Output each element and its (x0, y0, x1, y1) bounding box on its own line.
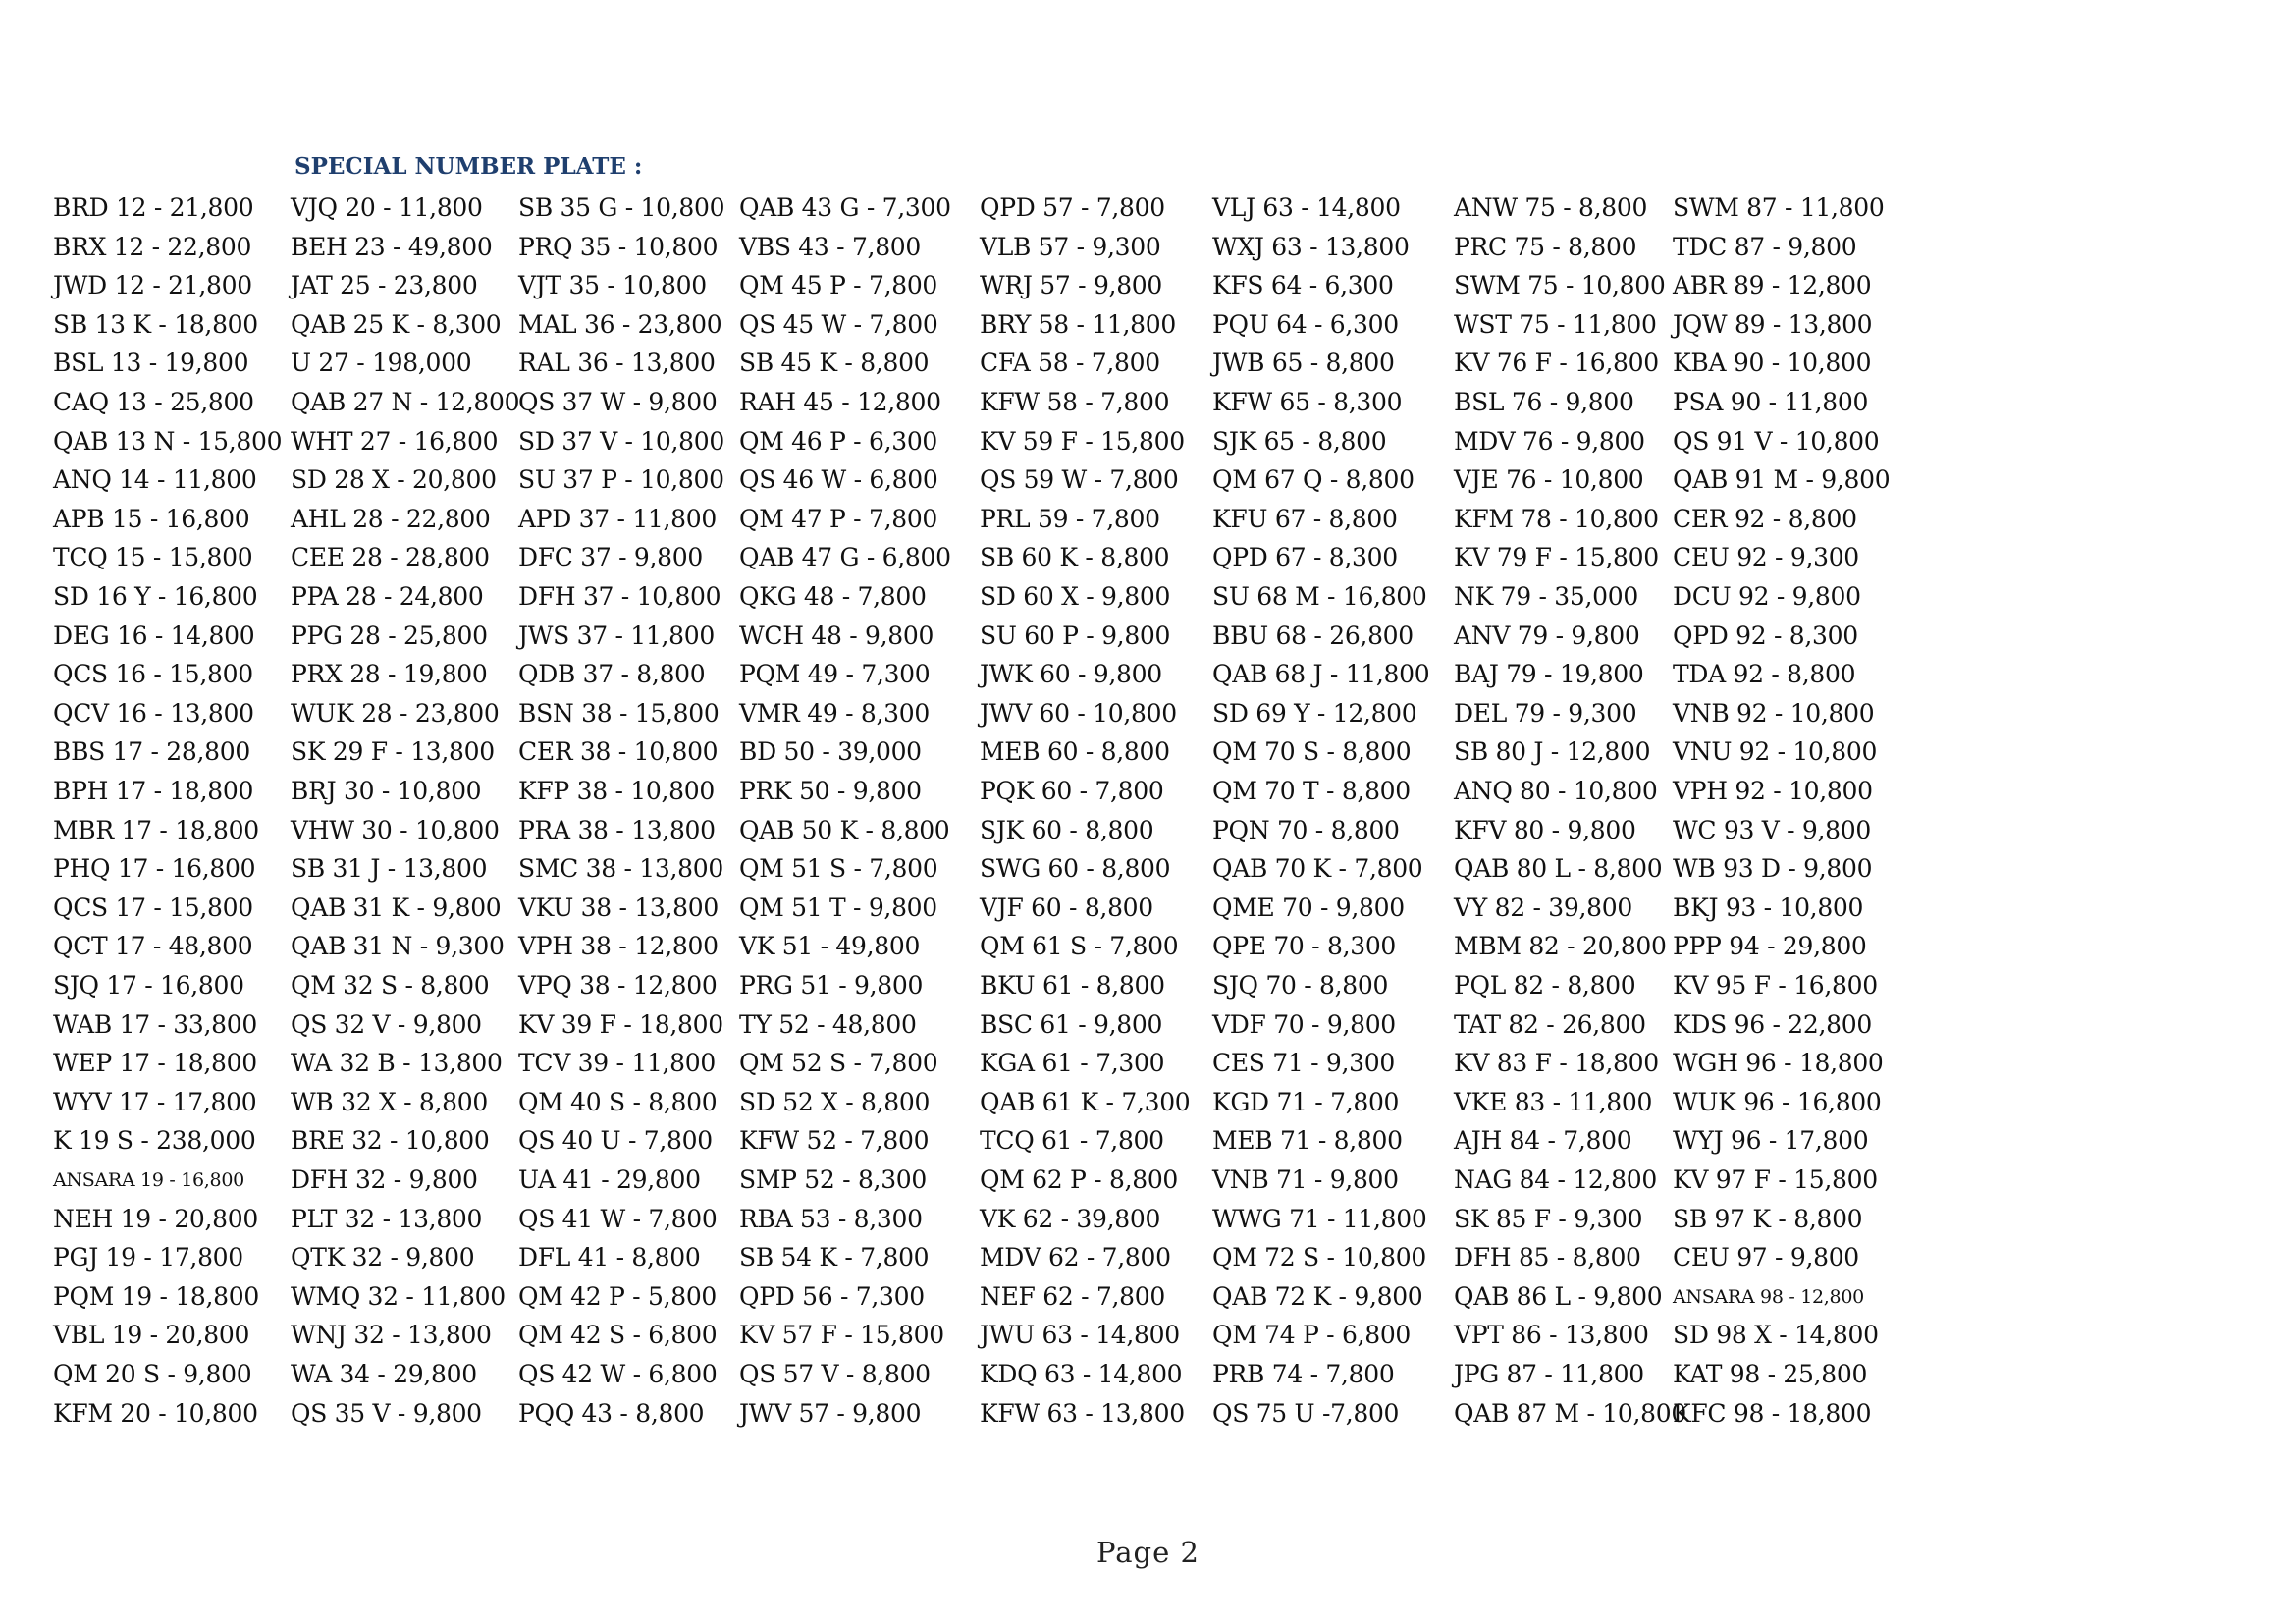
plate-entry: BSL 13 - 19,800 (53, 349, 249, 378)
plate-entry: SB 80 J - 12,800 (1454, 737, 1651, 767)
plate-entry: QPD 92 - 8,300 (1673, 621, 1858, 650)
plate-entry: APD 37 - 11,800 (518, 504, 717, 533)
plate-entry: PQQ 43 - 8,800 (518, 1398, 705, 1428)
plate-entry: WYJ 96 - 17,800 (1673, 1126, 1869, 1156)
plate-entry: KFW 58 - 7,800 (980, 388, 1170, 416)
plate-entry: PRL 59 - 7,800 (980, 504, 1160, 533)
plate-entry: KV 79 F - 15,800 (1454, 543, 1659, 572)
plate-entry: JAT 25 - 23,800 (291, 271, 478, 300)
plate-entry: DFH 37 - 10,800 (518, 582, 721, 611)
plate-entry: ANV 79 - 9,800 (1454, 621, 1640, 650)
plate-entry: VJQ 20 - 11,800 (291, 193, 483, 222)
plate-entry: QM 61 S - 7,800 (980, 932, 1179, 961)
plate-entry: PQK 60 - 7,800 (980, 777, 1164, 805)
plate-entry: QCV 16 - 13,800 (53, 698, 254, 728)
plate-entry: SWM 87 - 11,800 (1673, 193, 1885, 222)
plate-entry: QM 74 P - 6,800 (1212, 1321, 1412, 1350)
plate-entry: SB 54 K - 7,800 (739, 1243, 930, 1272)
plate-entry: WC 93 V - 9,800 (1673, 815, 1871, 844)
plate-entry: ANSARA 98 - 12,800 (1673, 1285, 1864, 1308)
plate-entry: QAB 61 K - 7,300 (980, 1087, 1191, 1116)
plate-entry: JWV 57 - 9,800 (739, 1398, 922, 1428)
plate-entry: WA 32 B - 13,800 (291, 1049, 503, 1078)
plate-entry: SB 31 J - 13,800 (291, 854, 488, 884)
plate-entry: ANQ 80 - 10,800 (1454, 777, 1658, 805)
plate-entry: VMR 49 - 8,300 (739, 698, 930, 728)
plate-entry: RAH 45 - 12,800 (739, 388, 941, 416)
plate-entry: MBM 82 - 20,800 (1454, 932, 1667, 961)
plate-entry: VPT 86 - 13,800 (1454, 1321, 1649, 1350)
plate-entry: SJK 60 - 8,800 (980, 815, 1154, 844)
plate-entry: QM 42 P - 5,800 (518, 1281, 718, 1311)
plate-entry: BAJ 79 - 19,800 (1454, 660, 1644, 689)
plate-entry: KFW 52 - 7,800 (739, 1126, 930, 1156)
plate-entry: SD 28 X - 20,800 (291, 465, 497, 495)
plate-entry: SWM 75 - 10,800 (1454, 271, 1666, 300)
plate-entry: SB 60 K - 8,800 (980, 543, 1170, 572)
plate-entry: SD 52 X - 8,800 (739, 1087, 931, 1116)
plate-entry: VK 62 - 39,800 (980, 1204, 1161, 1233)
plate-entry: VJF 60 - 8,800 (980, 893, 1153, 922)
plate-entry: QS 32 V - 9,800 (291, 1009, 482, 1039)
plate-entry: PPP 94 - 29,800 (1673, 932, 1867, 961)
plate-entry: PQU 64 - 6,300 (1212, 309, 1399, 339)
plate-entry: QM 67 Q - 8,800 (1212, 465, 1415, 495)
plate-entry: QAB 25 K - 8,300 (291, 309, 502, 339)
plate-entry: SJK 65 - 8,800 (1212, 426, 1387, 456)
plate-entry: QS 41 W - 7,800 (518, 1204, 718, 1233)
plate-entry: VNU 92 - 10,800 (1673, 737, 1878, 767)
plate-entry: QS 91 V - 10,800 (1673, 426, 1880, 456)
plate-entry: QPD 67 - 8,300 (1212, 543, 1398, 572)
plate-entry: SD 69 Y - 12,800 (1212, 698, 1417, 728)
plate-entry: BRJ 30 - 10,800 (291, 777, 482, 805)
plate-entry: QME 70 - 9,800 (1212, 893, 1405, 922)
plate-entry: DEG 16 - 14,800 (53, 621, 255, 650)
plate-entry: WNJ 32 - 13,800 (291, 1321, 492, 1350)
plate-entry: WUK 96 - 16,800 (1673, 1087, 1882, 1116)
plate-entry: QTK 32 - 9,800 (291, 1243, 475, 1272)
plate-entry: SB 45 K - 8,800 (739, 349, 930, 378)
plate-entry: QS 59 W - 7,800 (980, 465, 1179, 495)
plate-entry: QM 51 S - 7,800 (739, 854, 938, 884)
plate-entry: BBU 68 - 26,800 (1212, 621, 1414, 650)
plate-entry: BRD 12 - 21,800 (53, 193, 254, 222)
plate-entry: QAB 86 L - 9,800 (1454, 1281, 1663, 1311)
plate-entry: SD 60 X - 9,800 (980, 582, 1171, 611)
plate-entry: QAB 31 K - 9,800 (291, 893, 502, 922)
plate-entry: PRQ 35 - 10,800 (518, 232, 719, 261)
plate-entry: QM 47 P - 7,800 (739, 504, 938, 533)
plate-entry: SU 68 M - 16,800 (1212, 582, 1427, 611)
plate-entry: QM 46 P - 6,300 (739, 426, 938, 456)
plate-entry: K 19 S - 238,000 (53, 1126, 256, 1156)
plate-entry: QCS 16 - 15,800 (53, 660, 253, 689)
plate-entry: PRK 50 - 9,800 (739, 777, 922, 805)
plate-entry: PRB 74 - 7,800 (1212, 1360, 1395, 1388)
plate-entry: TCQ 61 - 7,800 (980, 1126, 1164, 1156)
section-heading: SPECIAL NUMBER PLATE : (294, 153, 643, 180)
plate-entry: BRE 32 - 10,800 (291, 1126, 490, 1156)
plate-entry: KFW 63 - 13,800 (980, 1398, 1185, 1428)
plate-entry: JWB 65 - 8,800 (1212, 349, 1395, 378)
plate-entry: BEH 23 - 49,800 (291, 232, 493, 261)
plate-entry: QS 35 V - 9,800 (291, 1398, 482, 1428)
plate-entry: RBA 53 - 8,300 (739, 1204, 923, 1233)
plate-entry: QS 75 U -7,800 (1212, 1398, 1400, 1428)
plate-entry: QM 45 P - 7,800 (739, 271, 938, 300)
plate-entry: QDB 37 - 8,800 (518, 660, 706, 689)
plate-entry: PPA 28 - 24,800 (291, 582, 484, 611)
plate-entry: BPH 17 - 18,800 (53, 777, 254, 805)
plate-entry: PRX 28 - 19,800 (291, 660, 488, 689)
plate-entry: VBL 19 - 20,800 (53, 1321, 250, 1350)
plate-entry: JWU 63 - 14,800 (980, 1321, 1180, 1350)
plate-entry: WST 75 - 11,800 (1454, 309, 1657, 339)
plate-entry: VDF 70 - 9,800 (1212, 1009, 1396, 1039)
plate-entry: BRX 12 - 22,800 (53, 232, 252, 261)
plate-entry: BBS 17 - 28,800 (53, 737, 250, 767)
plate-entry: KFS 64 - 6,300 (1212, 271, 1394, 300)
plate-entry: WHT 27 - 16,800 (291, 426, 499, 456)
plate-entry: KFV 80 - 9,800 (1454, 815, 1636, 844)
plate-entry: VKU 38 - 13,800 (518, 893, 719, 922)
plate-entry: QCT 17 - 48,800 (53, 932, 253, 961)
plate-entry: QAB 47 G - 6,800 (739, 543, 951, 572)
plate-entry: KDQ 63 - 14,800 (980, 1360, 1183, 1388)
plate-entry: CEU 97 - 9,800 (1673, 1243, 1859, 1272)
plate-entry: TCV 39 - 11,800 (518, 1049, 716, 1078)
plate-entry: APB 15 - 16,800 (53, 504, 250, 533)
plate-entry: JQW 89 - 13,800 (1673, 309, 1873, 339)
plate-entry: NEF 62 - 7,800 (980, 1281, 1165, 1311)
plate-entry: TDA 92 - 8,800 (1673, 660, 1856, 689)
plate-entry: QAB 80 L - 8,800 (1454, 854, 1663, 884)
plate-entry: NK 79 - 35,000 (1454, 582, 1638, 611)
plate-entry: QS 57 V - 8,800 (739, 1360, 931, 1388)
plate-entry: AJH 84 - 7,800 (1454, 1126, 1632, 1156)
plate-entry: QM 51 T - 9,800 (739, 893, 937, 922)
plate-entry: KV 83 F - 18,800 (1454, 1049, 1659, 1078)
plate-entry: QAB 68 J - 11,800 (1212, 660, 1430, 689)
plate-entry: SJQ 70 - 8,800 (1212, 971, 1389, 1000)
plate-entry: CEU 92 - 9,300 (1673, 543, 1859, 572)
plate-entry: WB 93 D - 9,800 (1673, 854, 1873, 884)
plate-entry: WYV 17 - 17,800 (53, 1087, 257, 1116)
plate-entry: DFL 41 - 8,800 (518, 1243, 701, 1272)
plate-entry: PRA 38 - 13,800 (518, 815, 716, 844)
plate-entry: CEE 28 - 28,800 (291, 543, 490, 572)
plate-entry: PHQ 17 - 16,800 (53, 854, 256, 884)
plate-entry: BKJ 93 - 10,800 (1673, 893, 1864, 922)
plate-entry: NEH 19 - 20,800 (53, 1204, 259, 1233)
plate-entry: MEB 71 - 8,800 (1212, 1126, 1403, 1156)
plate-entry: QAB 72 K - 9,800 (1212, 1281, 1423, 1311)
plate-entry: TCQ 15 - 15,800 (53, 543, 253, 572)
plate-entry: WGH 96 - 18,800 (1673, 1049, 1884, 1078)
plate-entry: WAB 17 - 33,800 (53, 1009, 257, 1039)
plate-entry: WWG 71 - 11,800 (1212, 1204, 1427, 1233)
plate-entry: SMC 38 - 13,800 (518, 854, 723, 884)
plate-entry: VY 82 - 39,800 (1454, 893, 1632, 922)
plate-entry: KFC 98 - 18,800 (1673, 1398, 1872, 1428)
plate-entry: KV 57 F - 15,800 (739, 1321, 944, 1350)
plate-entry: KFM 20 - 10,800 (53, 1398, 258, 1428)
plate-entry: AHL 28 - 22,800 (291, 504, 491, 533)
plate-entry: SB 97 K - 8,800 (1673, 1204, 1863, 1233)
plate-entry: VPH 38 - 12,800 (518, 932, 719, 961)
plate-entry: DFH 85 - 8,800 (1454, 1243, 1641, 1272)
plate-entry: KFM 78 - 10,800 (1454, 504, 1659, 533)
plate-entry: BRY 58 - 11,800 (980, 309, 1177, 339)
plate-entry: SWG 60 - 8,800 (980, 854, 1171, 884)
plate-entry: SD 37 V - 10,800 (518, 426, 724, 456)
plate-entry: VK 51 - 49,800 (739, 932, 921, 961)
plate-entry: QS 37 W - 9,800 (518, 388, 718, 416)
plate-entry: VJT 35 - 10,800 (518, 271, 707, 300)
page-number: Page 2 (1096, 1536, 1200, 1569)
plate-entry: KBA 90 - 10,800 (1673, 349, 1872, 378)
plate-entry: QAB 31 N - 9,300 (291, 932, 505, 961)
plate-entry: QM 52 S - 7,800 (739, 1049, 938, 1078)
plate-entry: KGA 61 - 7,300 (980, 1049, 1165, 1078)
plate-entry: RAL 36 - 13,800 (518, 349, 716, 378)
plate-entry: TY 52 - 48,800 (739, 1009, 917, 1039)
plate-entry: KFU 67 - 8,800 (1212, 504, 1398, 533)
plate-entry: KV 97 F - 15,800 (1673, 1165, 1878, 1194)
plate-entry: CES 71 - 9,300 (1212, 1049, 1395, 1078)
plate-entry: PRC 75 - 8,800 (1454, 232, 1637, 261)
plate-entry: QAB 43 G - 7,300 (739, 193, 951, 222)
plate-entry: PQM 19 - 18,800 (53, 1281, 259, 1311)
plate-entry: MEB 60 - 8,800 (980, 737, 1170, 767)
plate-entry: QPE 70 - 8,300 (1212, 932, 1397, 961)
plate-entry: MAL 36 - 23,800 (518, 309, 722, 339)
plate-entry: BSN 38 - 15,800 (518, 698, 720, 728)
plate-entry: WB 32 X - 8,800 (291, 1087, 488, 1116)
plate-entry: QCS 17 - 15,800 (53, 893, 253, 922)
plate-entry: KDS 96 - 22,800 (1673, 1009, 1872, 1039)
plate-entry: QM 72 S - 10,800 (1212, 1243, 1426, 1272)
plate-entry: JPG 87 - 11,800 (1454, 1360, 1644, 1388)
plate-entry: BD 50 - 39,000 (739, 737, 922, 767)
plate-entry: VBS 43 - 7,800 (739, 232, 922, 261)
plate-entry: DFC 37 - 9,800 (518, 543, 703, 572)
plate-entry: VNB 92 - 10,800 (1673, 698, 1875, 728)
plate-entry: JWV 60 - 10,800 (980, 698, 1177, 728)
plate-entry: QAB 91 M - 9,800 (1673, 465, 1891, 495)
plate-entry: VPH 92 - 10,800 (1673, 777, 1873, 805)
plate-entry: WEP 17 - 18,800 (53, 1049, 257, 1078)
plate-entry: VJE 76 - 10,800 (1454, 465, 1644, 495)
plate-entry: PSA 90 - 11,800 (1673, 388, 1869, 416)
plate-entry: SB 35 G - 10,800 (518, 193, 725, 222)
plate-entry: VHW 30 - 10,800 (291, 815, 500, 844)
plate-entry: ABR 89 - 12,800 (1673, 271, 1872, 300)
plate-entry: TDC 87 - 9,800 (1673, 232, 1857, 261)
plate-entry: QM 70 S - 8,800 (1212, 737, 1412, 767)
plate-entry: VPQ 38 - 12,800 (518, 971, 718, 1000)
plate-entry: VLB 57 - 9,300 (980, 232, 1161, 261)
plate-entry: SJQ 17 - 16,800 (53, 971, 244, 1000)
plate-entry: QAB 87 M - 10,800 (1454, 1398, 1686, 1428)
plate-entry: VNB 71 - 9,800 (1212, 1165, 1399, 1194)
plate-entry: SB 13 K - 18,800 (53, 309, 258, 339)
plate-entry: DCU 92 - 9,800 (1673, 582, 1861, 611)
plate-entry: MDV 62 - 7,800 (980, 1243, 1171, 1272)
plate-entry: CFA 58 - 7,800 (980, 349, 1160, 378)
plate-entry: QM 40 S - 8,800 (518, 1087, 718, 1116)
plate-entry: QS 45 W - 7,800 (739, 309, 938, 339)
plate-entry: QAB 13 N - 15,800 (53, 426, 283, 456)
plate-entry: WXJ 63 - 13,800 (1212, 232, 1410, 261)
plate-entry: CER 38 - 10,800 (518, 737, 719, 767)
plate-entry: QM 42 S - 6,800 (518, 1321, 718, 1350)
plate-entry: U 27 - 198,000 (291, 349, 472, 378)
plate-entry: QS 42 W - 6,800 (518, 1360, 718, 1388)
plate-entry: BKU 61 - 8,800 (980, 971, 1165, 1000)
plate-entry: SU 60 P - 9,800 (980, 621, 1171, 650)
plate-entry: JWS 37 - 11,800 (518, 621, 715, 650)
plate-entry: CER 92 - 8,800 (1673, 504, 1857, 533)
plate-entry: MDV 76 - 9,800 (1454, 426, 1645, 456)
plate-entry: CAQ 13 - 25,800 (53, 388, 254, 416)
plate-entry: WMQ 32 - 11,800 (291, 1281, 506, 1311)
plate-entry: WUK 28 - 23,800 (291, 698, 500, 728)
plate-entry: TAT 82 - 26,800 (1454, 1009, 1646, 1039)
plate-entry: SMP 52 - 8,300 (739, 1165, 928, 1194)
plate-entry: QM 62 P - 8,800 (980, 1165, 1179, 1194)
plate-entry: DFH 32 - 9,800 (291, 1165, 478, 1194)
plate-entry: PGJ 19 - 17,800 (53, 1243, 243, 1272)
plate-entry: SK 85 F - 9,300 (1454, 1204, 1643, 1233)
plate-entry: DEL 79 - 9,300 (1454, 698, 1637, 728)
plate-entry: JWD 12 - 21,800 (53, 271, 252, 300)
plate-entry: ANSARA 19 - 16,800 (53, 1169, 244, 1191)
plate-entry: QM 70 T - 8,800 (1212, 777, 1411, 805)
plate-entry: QAB 50 K - 8,800 (739, 815, 950, 844)
plate-entry: PPG 28 - 25,800 (291, 621, 488, 650)
plate-entry: QAB 70 K - 7,800 (1212, 854, 1423, 884)
plate-entry: QM 20 S - 9,800 (53, 1360, 252, 1388)
plate-entry: SK 29 F - 13,800 (291, 737, 495, 767)
plate-entry: KV 39 F - 18,800 (518, 1009, 723, 1039)
plate-entry: PQM 49 - 7,300 (739, 660, 931, 689)
plate-entry: KFW 65 - 8,300 (1212, 388, 1403, 416)
plate-entry: BSC 61 - 9,800 (980, 1009, 1163, 1039)
plate-entry: KV 59 F - 15,800 (980, 426, 1185, 456)
plate-entry: PRG 51 - 9,800 (739, 971, 924, 1000)
plate-entry: QPD 56 - 7,300 (739, 1281, 925, 1311)
plate-entry: KV 76 F - 16,800 (1454, 349, 1659, 378)
plate-entry: QS 40 U - 7,800 (518, 1126, 713, 1156)
plate-entry: QM 32 S - 8,800 (291, 971, 490, 1000)
plate-entry: WRJ 57 - 9,800 (980, 271, 1163, 300)
plate-entry: KV 95 F - 16,800 (1673, 971, 1878, 1000)
plate-entry: KFP 38 - 10,800 (518, 777, 715, 805)
plate-entry: PQN 70 - 8,800 (1212, 815, 1400, 844)
plate-entry: WCH 48 - 9,800 (739, 621, 934, 650)
plate-entry: UA 41 - 29,800 (518, 1165, 701, 1194)
plate-entry: MBR 17 - 18,800 (53, 815, 259, 844)
plate-entry: KAT 98 - 25,800 (1673, 1360, 1868, 1388)
plate-entry: KGD 71 - 7,800 (1212, 1087, 1400, 1116)
plate-entry: QKG 48 - 7,800 (739, 582, 927, 611)
plate-entry: PLT 32 - 13,800 (291, 1204, 483, 1233)
plate-entry: PQL 82 - 8,800 (1454, 971, 1636, 1000)
plate-entry: VKE 83 - 11,800 (1454, 1087, 1653, 1116)
plate-entry: QAB 27 N - 12,800 (291, 388, 520, 416)
plate-entry: QS 46 W - 6,800 (739, 465, 938, 495)
plate-entry: BSL 76 - 9,800 (1454, 388, 1634, 416)
plate-entry: SU 37 P - 10,800 (518, 465, 724, 495)
plate-entry: ANW 75 - 8,800 (1454, 193, 1648, 222)
plate-entry: JWK 60 - 9,800 (980, 660, 1162, 689)
plate-entry: ANQ 14 - 11,800 (53, 465, 257, 495)
plate-entry: QPD 57 - 7,800 (980, 193, 1165, 222)
plate-entry: WA 34 - 29,800 (291, 1360, 477, 1388)
plate-entry: VLJ 63 - 14,800 (1212, 193, 1401, 222)
plate-entry: SD 98 X - 14,800 (1673, 1321, 1879, 1350)
plate-entry: NAG 84 - 12,800 (1454, 1165, 1657, 1194)
plate-entry: SD 16 Y - 16,800 (53, 582, 258, 611)
